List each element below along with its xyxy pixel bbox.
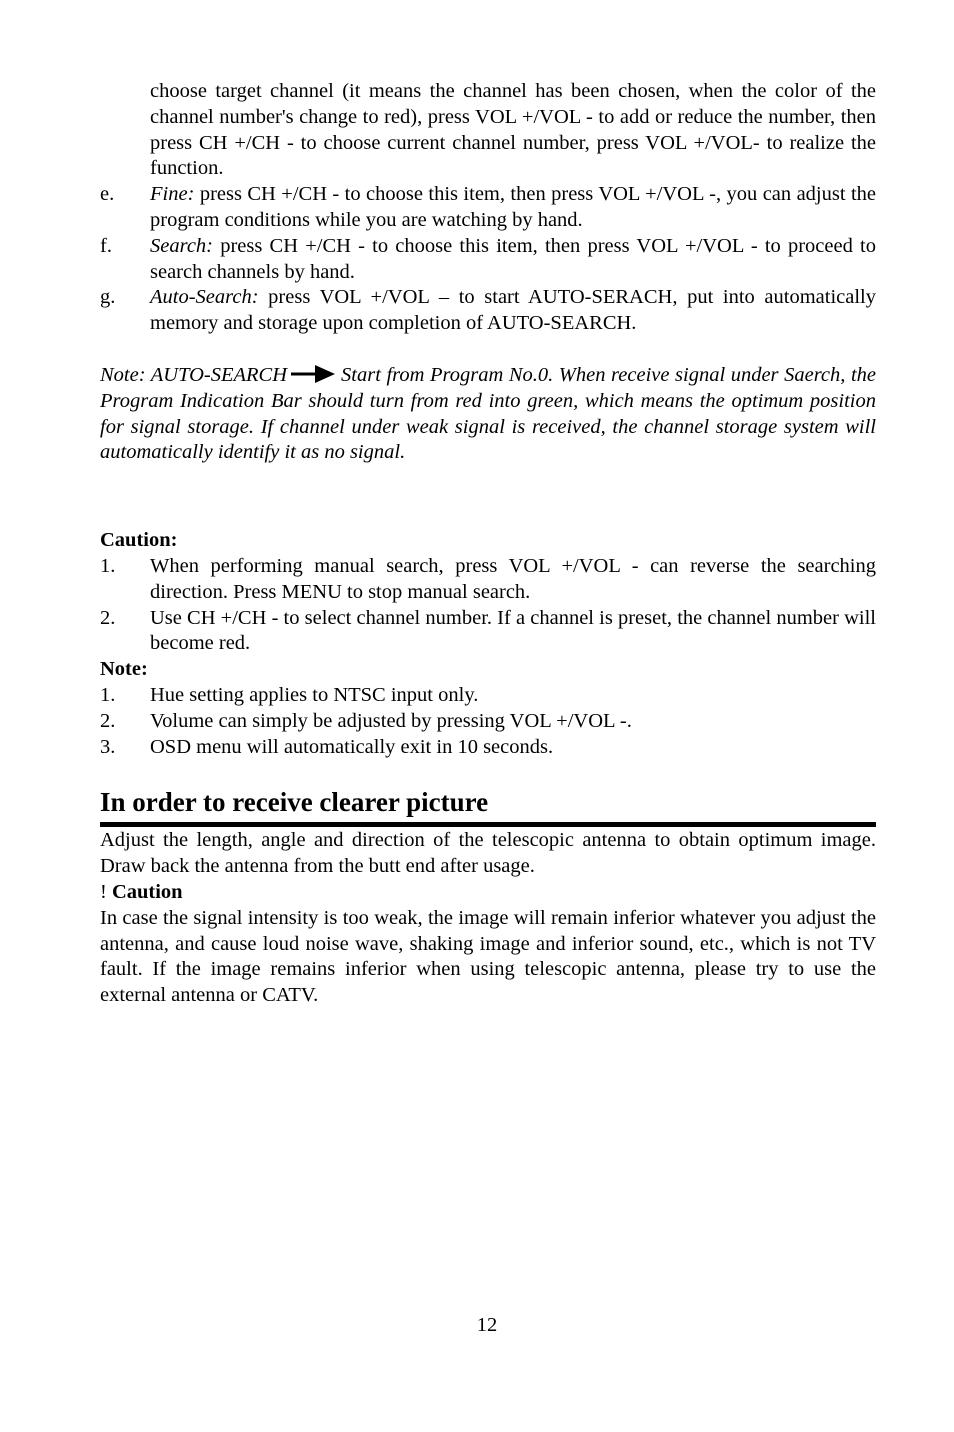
item-description: press VOL +/VOL – to start AUTO-SERACH, put into automatically memory and storage upon completion of AUTO-SEARCH. <box>150 286 876 335</box>
list-item <box>100 606 876 658</box>
menu-item-list <box>100 182 876 337</box>
list-item-text <box>150 285 876 337</box>
continuation-paragraph: choose target channel (it means the channel has been chosen, when the color of the channel number's change to red), press VOL +/VOL - to add or reduce the number, then press CH +/CH - to choose current channel number, press VOL +/VOL- to realize the function. <box>150 80 876 180</box>
right-arrow-icon <box>291 365 335 383</box>
item-label: Search: <box>150 234 213 257</box>
list-item-text <box>150 182 876 234</box>
item-description: press CH +/CH - to choose this item, then press VOL +/VOL - to proceed to search channels by hand. <box>150 234 876 283</box>
caution-title: Caution: <box>100 529 178 552</box>
item-label: Fine: <box>150 183 195 206</box>
list-marker: e. <box>100 183 115 206</box>
item-description: press CH +/CH - to choose this item, then press VOL +/VOL -, you can adjust the program conditions while you are watching by hand. <box>150 183 876 231</box>
caution-mark: ! <box>100 880 112 903</box>
antenna-caution-title <box>100 880 876 906</box>
list-item <box>100 234 876 286</box>
caution-label: Caution <box>111 880 183 903</box>
list-marker: 3. <box>100 735 116 758</box>
note-title: Note: <box>100 658 148 681</box>
list-item <box>100 683 876 709</box>
list-marker: 1. <box>100 554 116 577</box>
list-item-text: OSD menu will automatically exit in 10 seconds. <box>150 735 554 758</box>
list-marker: 2. <box>100 606 116 629</box>
list-item-text: Volume can simply be adjusted by pressing VOL +/VOL -. <box>150 709 632 732</box>
list-marker: g. <box>100 286 116 309</box>
list-marker: f. <box>100 234 112 257</box>
list-item-text <box>150 234 876 286</box>
list-item <box>100 285 876 337</box>
note-prefix: Note: AUTO-SEARCH <box>100 363 288 386</box>
section-heading: In order to receive clearer picture <box>100 786 876 827</box>
list-marker: 1. <box>100 683 116 706</box>
caution-section <box>100 528 876 657</box>
list-item <box>100 709 876 735</box>
list-item-text: Hue setting applies to NTSC input only. <box>150 683 479 706</box>
auto-search-note <box>100 363 876 466</box>
list-item-text: When performing manual search, press VOL +/VOL - can reverse the searching direction. Press MENU to stop manual search. <box>150 554 876 603</box>
item-label: Auto-Search: <box>150 286 259 309</box>
list-item <box>100 735 876 761</box>
note-text: Start from Program No.0. When receive signal under Saerch, the Program Indication Bar should turn from red into green, which means the optimum position for signal storage. If channel under weak signal is received, the channel storage system will automatically identify it as no signal. <box>100 363 876 464</box>
note-section <box>100 657 876 760</box>
list-marker: 2. <box>100 709 116 732</box>
antenna-paragraph: Adjust the length, angle and direction of the telescopic antenna to obtain optimum image. Draw back the antenna from the butt end after usage. <box>100 829 876 878</box>
antenna-caution-text: In case the signal intensity is too weak, the image will remain inferior whatever you adjust the antenna, and cause loud noise wave, shaking image and inferior sound, etc., which is not TV fault. If the image remains inferior when using telescopic antenna, please try to use the external antenna or CATV. <box>100 906 876 1007</box>
list-item-text: Use CH +/CH - to select channel number. If a channel is preset, the channel number will become red. <box>150 606 876 655</box>
list-item <box>100 554 876 606</box>
list-item <box>100 182 876 234</box>
page-content <box>100 79 876 1009</box>
page-number: 12 <box>476 1314 498 1336</box>
